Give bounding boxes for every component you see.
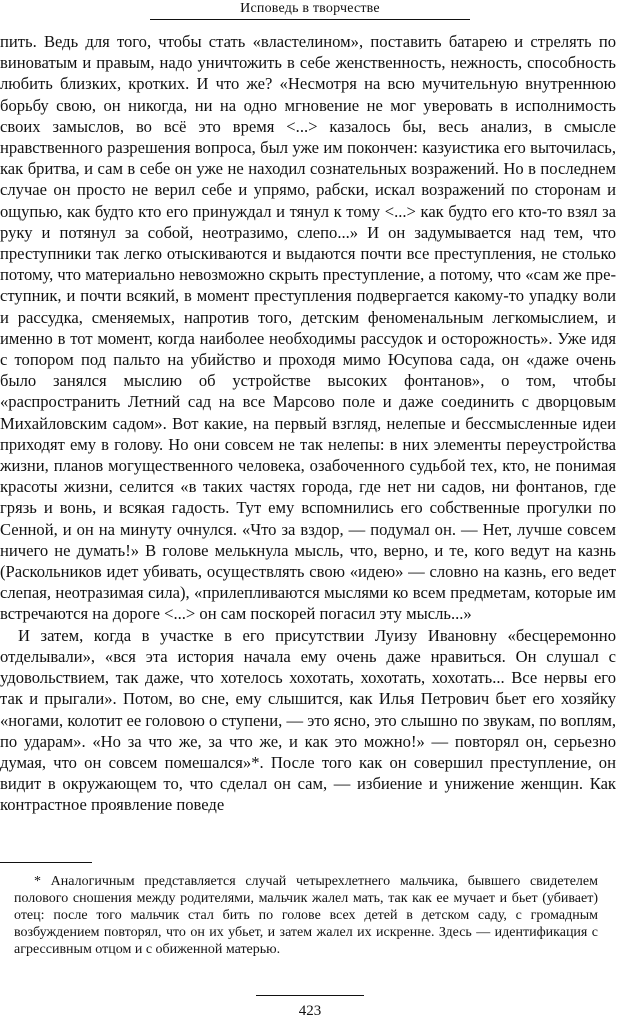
running-header: Исповедь в творчестве	[240, 1, 380, 16]
footnote-text: * Аналогичным представляется случай четырехлетнего мальчика, бывшего свидетелем полового сношения между родителями, мальчик жалел мать, так как ее мучает и бьет (убивает) отец: после того мальчик стал бить по голове всех детей в детском саду, с громадным возбуждением повторял, что он их убьет, и затем жалел их искренне. Здесь — идентификация с агрессивным отцом и с обиженной матерью.	[14, 874, 598, 957]
page-number-rule	[256, 995, 364, 996]
footnote-rule	[0, 862, 92, 863]
footnote	[14, 873, 598, 958]
header-rule	[150, 19, 470, 20]
paragraph: И затем, когда в участке в его присутствии Луизу Ивановну «бесцеремонно отделывали», «вся эта история начала ему очень даже нравиться. Он слушал с удовольствием, так даже, что хотелось хохотать, хохотать, хохотать... Все нервы его так и прыгали». Потом, во сне, ему слышится, как Илья Петрович бьет его хозяйку «ногами, колотит ее головою о ступени, — это ясно, это слышно по звукам, по воплям, по ударам». «Но за что же, за что же, и как это можно!» — повторял он, серьезно думая, что он совсем помешался»*. После того как он совершил преступление, он видит в окружающем то, что сделал он сам, — избиение и унижение женщин. Как контрастное проявление поведе	[0, 625, 616, 815]
paragraph: пить. Ведь для того, чтобы стать «властелином», поставить батарею и стрелять по виноватым и правым, надо уничтожить в себе женственность, нежность, способность любить близких, кротких. И что же? «Несмотря на всю мучительную внутреннюю борьбу свою, он никогда, ни на одно мгновение не мог уверовать в исполнимость своих замыслов, во всё это время <...> казалось бы, весь анализ, в смысле нравственного разрешения вопроса, был уже им покончен: казуистика его выточилась, как бритва, и сам в себе он уже не находил сознательных возражений. Но в последнем случае он просто не верил себе и упрямо, рабски, искал возражений по сторонам и ощупью, как будто кто его принуждал и тянул к тому <...> как будто его кто-то взял за руку и потянул за собой, неотразимо, слепо...» И он задумывается над тем, что преступники так легко отыскиваются и выдаются почти все преступления, не столько потому, что материально невозможно скрыть преступление, а потому, что «сам же преступник, и почти всякий, в момент преступления подвергается какому-то упадку воли и рассудка, сменяемых, напротив того, детским феноменальным легкомыслием, и именно в тот момент, когда наиболее необходимы рассудок и осторожность». Уже идя с топором под пальто на убийство и проходя мимо Юсупова сада, он «даже очень было занялся мыслию об устройстве высоких фонтанов», о том, чтобы «распространить Летний сад на все Марсово поле и даже соединить с дворцовым Михайловским садом». Вот какие, на первый взгляд, нелепые и бессмысленные идеи приходят ему в голову. Но они совсем не так нелепы: в них элементы переустройства жизни, планов могущественного человека, озабоченного судьбой тех, кто, не понимая красоты жизни, селится «в таких частях города, где нет ни садов, ни фонтанов, где грязь и вонь, и всякая гадость. Тут ему вспомнились его собственные прогулки по Сенной, и он на минуту очнулся. «Что за вздор, — подумал он. — Нет, лучше совсем ничего не думать!» В голове мелькнула мысль, что, верно, и те, кого ведут на казнь (Раскольников идет убивать, осуществлять свою «идею» — словно на казнь, его ведет слепая, неотразимая сила), «прилепливаются мыслями ко всем предметам, которые им встречаются на дороге <...> он сам поскорей погасил эту мысль...»	[0, 32, 616, 624]
main-text	[0, 31, 616, 816]
page-number: 423	[298, 1003, 322, 1019]
